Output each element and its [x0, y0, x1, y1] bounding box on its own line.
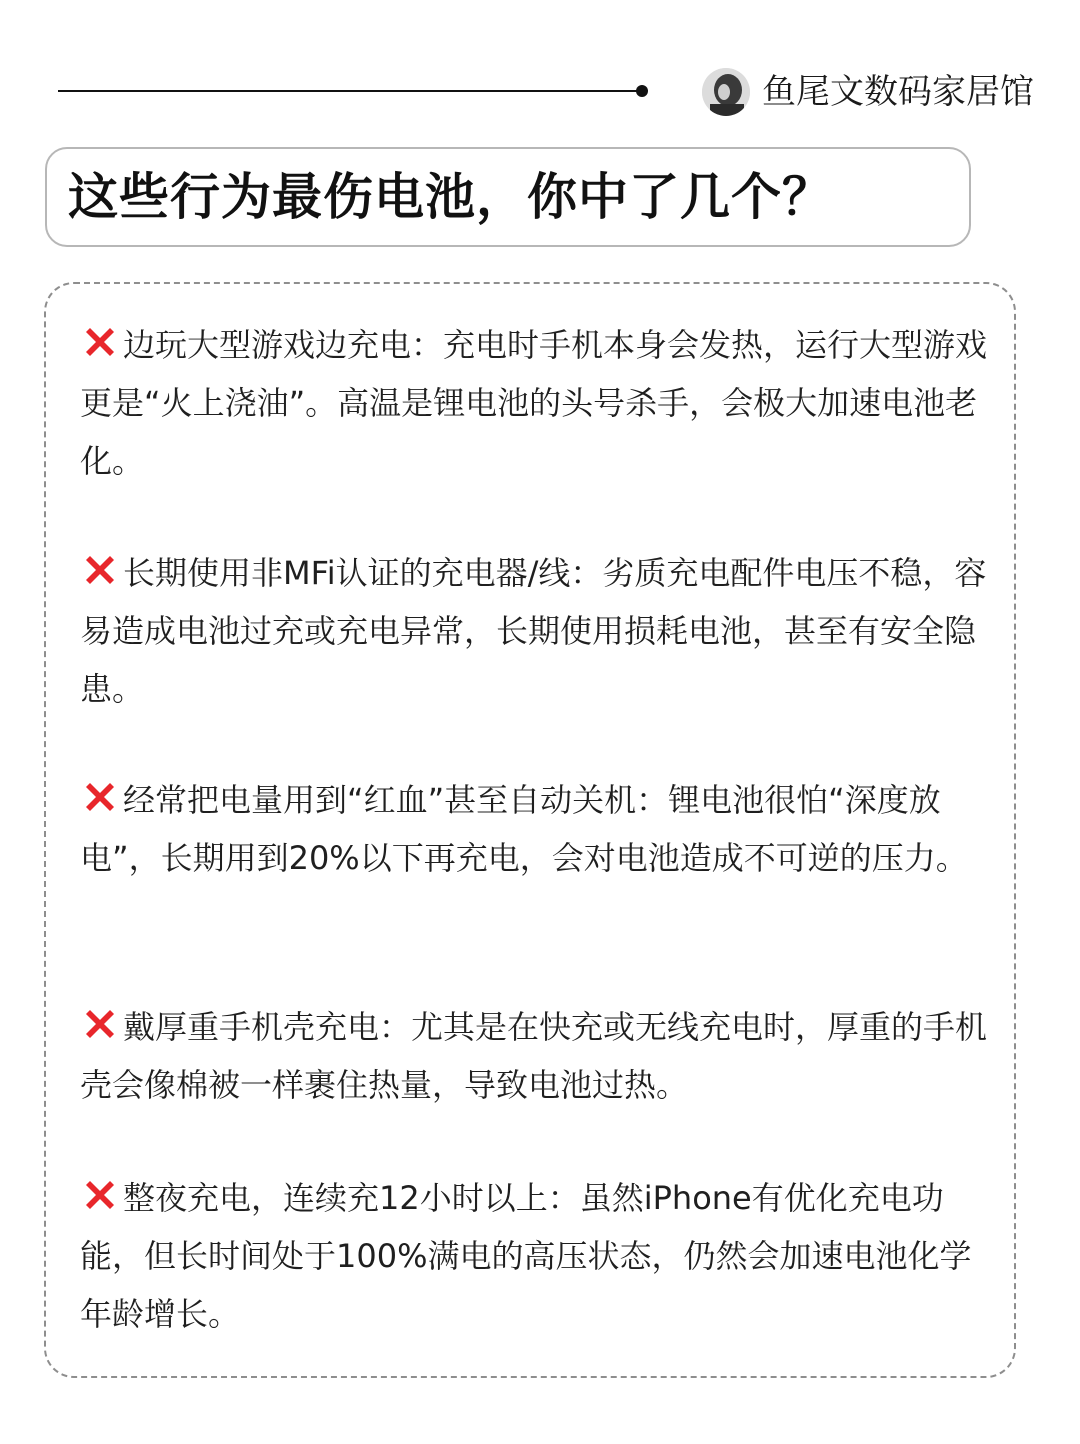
red-cross-mark-icon: [80, 1004, 120, 1044]
list-item: [80, 544, 992, 718]
list-item: [80, 316, 992, 490]
header-rule-line: [58, 90, 643, 92]
avatar-photo-icon: [702, 68, 750, 116]
list-item-text: 长期使用非MFi认证的充电器/线：劣质充电配件电压不稳，容易造成电池过充或充电异常，长期使用损耗电池，甚至有安全隐患。: [80, 554, 987, 708]
red-cross-mark-icon: [80, 777, 120, 817]
header-rule-dot: [636, 85, 648, 97]
list-item-text: 戴厚重手机壳充电：尤其是在快充或无线充电时，厚重的手机壳会像棉被一样裹住热量，导致电池过热。: [80, 1008, 988, 1104]
list-item: [80, 771, 992, 887]
red-cross-mark-icon: [80, 550, 120, 590]
author-avatar[interactable]: [702, 68, 750, 116]
author-name[interactable]: 鱼尾文数码家居馆: [762, 72, 1034, 112]
list-item: [80, 1169, 992, 1343]
page-title: 这些行为最伤电池，你中了几个？: [68, 168, 833, 226]
list-item-text: 经常把电量用到“红血”甚至自动关机：锂电池很怕“深度放电”，长期用到20%以下再充电，会对电池造成不可逆的压力。: [80, 781, 968, 877]
list-item: [80, 998, 992, 1114]
red-cross-mark-icon: [80, 322, 120, 362]
list-item-text: 边玩大型游戏边充电：充电时手机本身会发热，运行大型游戏更是“火上浇油”。高温是锂电池的头号杀手，会极大加速电池老化。: [80, 326, 988, 480]
list-item-text: 整夜充电，连续充12小时以上：虽然iPhone有优化充电功能，但长时间处于100%满电的高压状态，仍然会加速电池化学年龄增长。: [80, 1179, 972, 1333]
red-cross-mark-icon: [80, 1175, 120, 1215]
